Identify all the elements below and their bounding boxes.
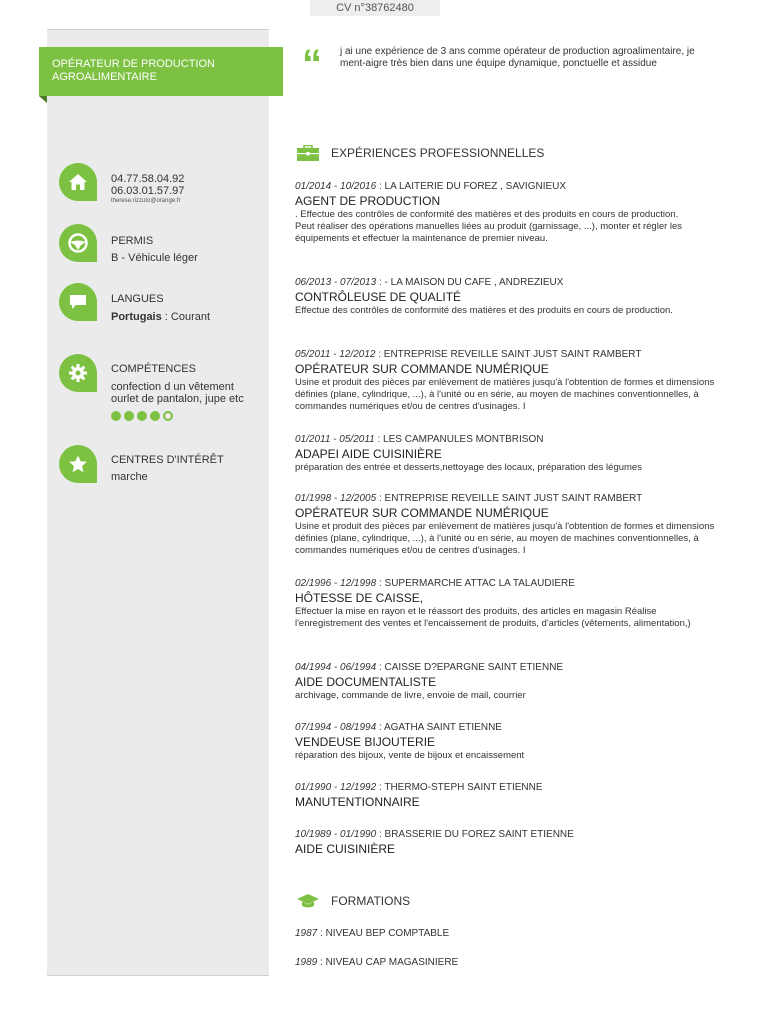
experience-title: OPÉRATEUR SUR COMMANDE NUMÉRIQUE: [295, 362, 549, 376]
experience-meta: [295, 492, 725, 505]
experience-description: Effectuer la mise en rayon et le réassort des produits, des articles en magasin Réalise l'enregistrement des ventes et l'encaissement de produits, d'articles (vêtements, alimentation,): [295, 606, 691, 629]
experience-item: [295, 577, 725, 630]
experience-item: [295, 180, 725, 245]
competence-1: confection d un vêtement: [111, 381, 234, 393]
experience-dates: 04/1994 - 06/1994: [295, 662, 377, 673]
home-icon: [59, 163, 97, 201]
rating-dot-filled: [111, 411, 121, 421]
star-icon: [59, 445, 97, 483]
experience-employer: : THERMO-STEPH SAINT ETIENNE: [376, 782, 543, 793]
experience-meta: [295, 433, 725, 446]
experience-description: Effectue des contrôles de conformité des matières et des produits en cours de production.: [295, 305, 673, 316]
experience-employer: : AGATHA SAINT ETIENNE: [376, 722, 502, 733]
experience-item: [295, 492, 725, 557]
experience-meta: [295, 348, 725, 361]
job-title: OPÉRATEUR DE PRODUCTION AGROALIMENTAIRE: [39, 47, 283, 96]
experience-description: archivage, commande de livre, envoie de mail, courrier: [295, 690, 526, 701]
language-level: : Courant: [161, 311, 211, 323]
language-name: Portugais: [111, 311, 162, 323]
experience-meta: [295, 828, 725, 841]
experience-title: ADAPEI AIDE CUISINIÈRE: [295, 447, 442, 461]
experience-employer: : CAISSE D?EPARGNE SAINT ETIENNE: [376, 662, 564, 673]
formation-year: 1989: [295, 957, 318, 968]
experience-dates: 06/2013 - 07/2013: [295, 277, 377, 288]
experience-meta: [295, 721, 725, 734]
experience-meta: [295, 276, 725, 289]
rating-dot-filled: [150, 411, 160, 421]
experience-meta: [295, 180, 725, 193]
experience-dates: 01/1998 - 12/2005: [295, 493, 377, 504]
formation-year: 1987: [295, 928, 318, 939]
steering-wheel-icon: [59, 224, 97, 262]
experience-description: Usine et produit des pièces par enlèvement de matières jusqu'à l'obtention de formes et dimensions définies (plane, cylindrique, ...), à l'unité ou en série, au moyen de machines conventionnelles, à commandes numériques et/ou de centres d'usinages. I: [295, 377, 715, 412]
title-ribbon-fold: [39, 96, 47, 103]
experience-item: [295, 828, 725, 857]
experience-title: CONTRÔLEUSE DE QUALITÉ: [295, 290, 462, 304]
experience-item: [295, 433, 725, 474]
experience-dates: 05/2011 - 12/2012: [295, 349, 376, 360]
experience-dates: 07/1994 - 08/1994: [295, 722, 377, 733]
experience-title: AGENT DE PRODUCTION: [295, 194, 441, 208]
experience-title: AIDE CUISINIÈRE: [295, 842, 396, 856]
experience-employer: : SUPERMARCHE ATTAC LA TALAUDIERE: [376, 578, 575, 589]
rating-dot-empty: [163, 411, 173, 421]
experience-employer: : BRASSERIE DU FOREZ SAINT ETIENNE: [376, 829, 574, 840]
experience-dates: 02/1996 - 12/1998: [295, 578, 377, 589]
experience-meta: [295, 661, 725, 674]
experience-employer: : ENTREPRISE REVEILLE SAINT JUST SAINT RAMBERT: [376, 493, 643, 504]
experience-title: AIDE DOCUMENTALISTE: [295, 675, 437, 689]
experience-dates: 01/2011 - 05/2011: [295, 434, 375, 445]
formation-label: : NIVEAU CAP MAGASINIERE: [317, 957, 459, 968]
experience-title: OPÉRATEUR SUR COMMANDE NUMÉRIQUE: [295, 506, 549, 520]
experience-title: MANUTENTIONNAIRE: [295, 795, 420, 809]
experience-item: [295, 276, 725, 317]
skill-rating: [111, 411, 261, 421]
formation-item: [295, 928, 449, 939]
experience-meta: [295, 781, 725, 794]
rating-dot-filled: [137, 411, 147, 421]
competences-label: COMPÉTENCES: [111, 363, 196, 375]
graduation-cap-icon: [297, 893, 319, 909]
rating-dot-filled: [124, 411, 134, 421]
formation-item: [295, 957, 458, 968]
experience-employer: : LES CAMPANULES MONTBRISON: [374, 434, 544, 445]
experience-description: réparation des bijoux, vente de bijoux et encaissement: [295, 750, 525, 761]
experience-dates: 01/2014 - 10/2016: [295, 181, 377, 192]
experience-item: [295, 781, 725, 810]
experience-description: préparation des entrée et desserts,nettoyage des locaux, préparation des légumes: [295, 462, 642, 473]
experience-item: [295, 661, 725, 702]
experience-description: . Effectue des contrôles de conformité des matières et des produits en cours de production. Peut réaliser des opérations manuelles liées au produit (garnissage, ...), monter et régler les équipements et effectuer la maintenance de premier niveau.: [295, 209, 683, 244]
experience-employer: : ENTREPRISE REVEILLE SAINT JUST SAINT RAMBERT: [375, 349, 642, 360]
briefcase-icon: [297, 145, 319, 161]
speech-bubble-icon: [59, 283, 97, 321]
permis-label: PERMIS: [111, 235, 154, 247]
experience-employer: : LA LAITERIE DU FOREZ , SAVIGNIEUX: [376, 181, 567, 192]
experience-title: VENDEUSE BIJOUTERIE: [295, 735, 436, 749]
interets-value: marche: [111, 471, 148, 483]
cv-number: CV n°38762480: [310, 0, 440, 16]
experience-dates: 10/1989 - 01/1990: [295, 829, 377, 840]
summary-quote: j ai une expérience de 3 ans comme opérateur de production agroalimentaire, je ment-aigre très bien dans une équipe dynamique, ponctuelle et assidue: [340, 46, 695, 69]
gear-icon: [59, 354, 97, 392]
experience-meta: [295, 577, 725, 590]
experience-title: HÔTESSE DE CAISSE,: [295, 591, 424, 605]
experience-description: Usine et produit des pièces par enlèvement de matières jusqu'à l'obtention de formes et dimensions définies (plane, cylindrique, ...), à l'unité ou en série, au moyen de machines conventionnelles, à commandes numériques et/ou de centres d'usinages. I: [295, 521, 715, 556]
phone-2: 06.03.01.57.97: [111, 185, 185, 197]
quote-icon: “: [302, 42, 322, 86]
permis-value: B - Véhicule léger: [111, 252, 198, 264]
langues-label: LANGUES: [111, 293, 164, 305]
experience-item: [295, 721, 725, 762]
email[interactable]: therese.rizzuto@orange.fr: [111, 198, 181, 204]
interets-label: CENTRES D'INTÉRÊT: [111, 454, 224, 466]
competence-2: ourlet de pantalon, jupe etc: [111, 393, 244, 405]
formation-label: : NIVEAU BEP COMPTABLE: [317, 928, 450, 939]
experience-dates: 01/1990 - 12/1992: [295, 782, 377, 793]
experience-employer: : - LA MAISON DU CAFE , ANDREZIEUX: [376, 277, 564, 288]
experience-item: [295, 348, 725, 413]
phone-1: 04.77.58.04.92: [111, 173, 185, 185]
